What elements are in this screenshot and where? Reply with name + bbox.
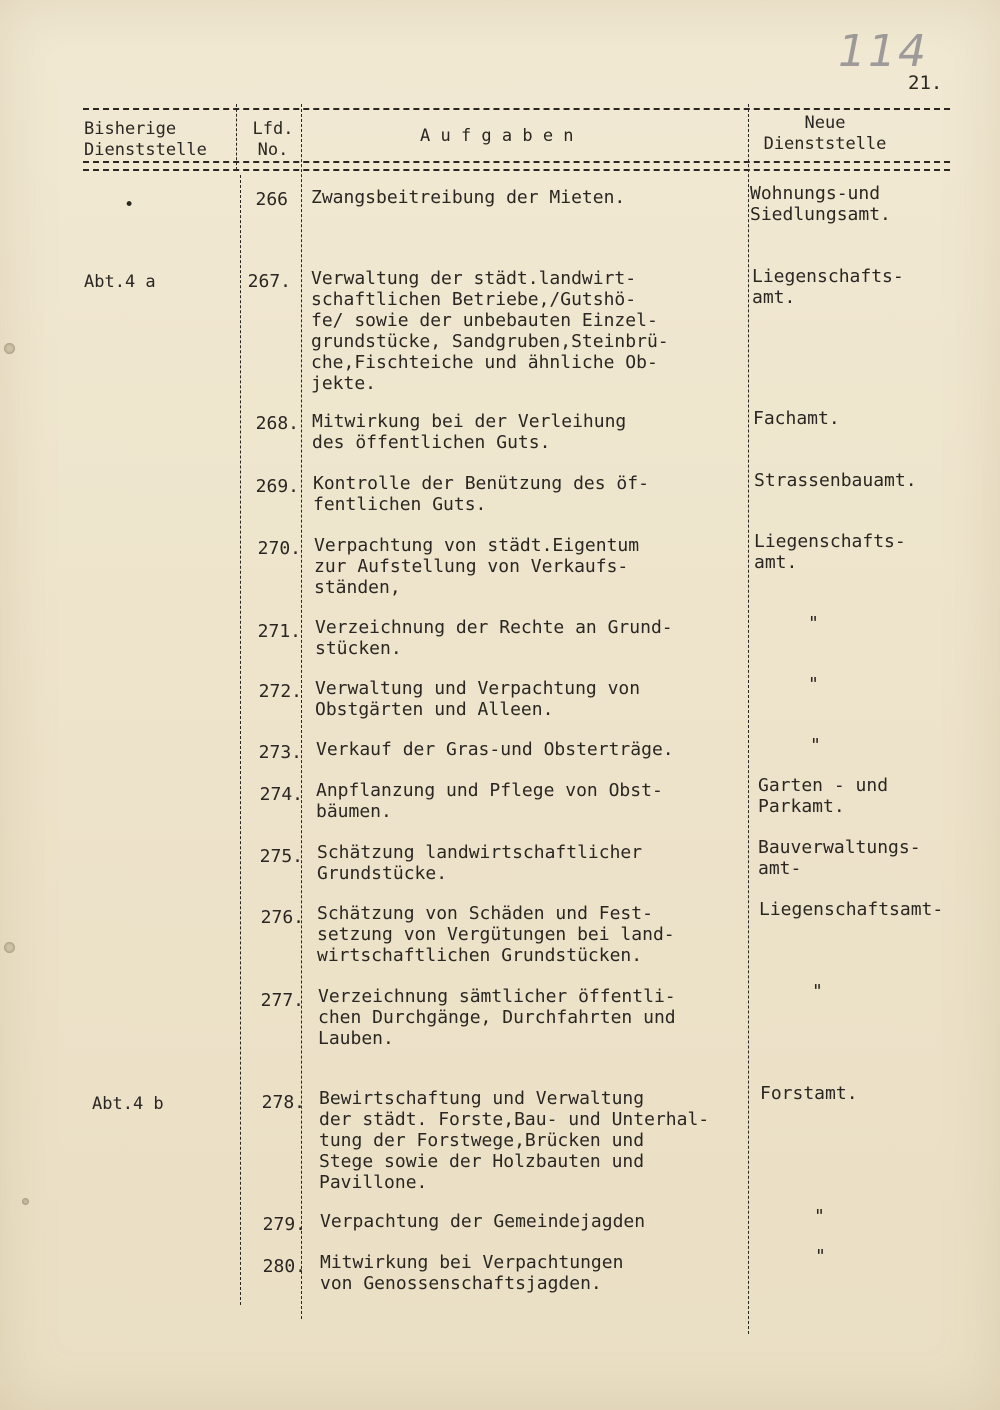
header-old-office: Bisherige Dienststelle	[84, 119, 207, 160]
header-running-number: Lfd. No.	[252, 119, 294, 160]
header-new-office: Neue Dienststelle	[763, 113, 887, 154]
handwritten-page-number: 114	[838, 26, 928, 77]
column-divider	[748, 104, 749, 1334]
header-tasks: A u f g a b e n	[420, 126, 574, 146]
page-number: 21.	[908, 72, 943, 94]
document-page: 114 21. Bisherige Dienststelle Lfd. No. A u f g a b e n Neue Dienststelle • 266 Zwangsbeitreibung der Mieten. Wohnungs-und Siedlungsamt. Abt.4 a 267. Verwaltung der städt.landwirt- schaftlichen Betriebe,/Gutshö- fe/ sowie der unbebauten Einzel- grundstücke, Sandgruben,Steinbrü- che,Fischteiche und ähnliche Ob- jekte. Liegenschafts- amt. 268. Mitwirkung bei der Verleihung des öffentlichen Guts. Fachamt. 269. Kontrolle der Benützung des öf- fentlichen Guts. Strassenbauamt. 270. Verpachtung von städt.Eigentum zur Aufstellung von Verkaufs- ständen, Liegenschafts- amt. 271. Verzeichnung der Rechte an Grund- stücken. " 272. Verwaltung und Verpachtung von Obstgärten und Alleen. " 273. Verkauf der Gras-und Obsterträge. " 274. Anpflanzung und Pflege von Obst- bäumen. Garten - und Parkamt. 275. Schätzung landwirtschaftlicher Grundstücke. Bauverwaltungs- amt- 276. Schätzung von Schäden und Fest- setzung von Vergütungen bei land- wirtschaftlichen Grundstücken. Liegenschaftsamt- 277. Verzeichnung sämtlicher öffentli- chen Durchgänge, Durchfahrten und Lauben. " Abt.4 b 278. Bewirtschaftung und Verwaltung der städt. Forste,Bau- und Unterhal- tung der Forstwege,Brücken und Stege sowie der Holzbauten und Pavillone. Forstamt. 279. Verpachtung der Gemeindejagden " 280. Mitwirkung bei Verpachtungen von Genossenschaftsjagden. "	[0, 0, 1000, 1410]
header-rule-2	[83, 169, 950, 171]
punch-hole	[22, 1198, 29, 1205]
column-divider	[236, 104, 237, 170]
header-rule	[83, 161, 950, 163]
punch-hole	[4, 942, 15, 953]
table-top-rule	[83, 108, 950, 110]
punch-hole	[4, 343, 15, 354]
column-divider	[301, 104, 302, 1319]
column-divider-left	[240, 175, 241, 1305]
